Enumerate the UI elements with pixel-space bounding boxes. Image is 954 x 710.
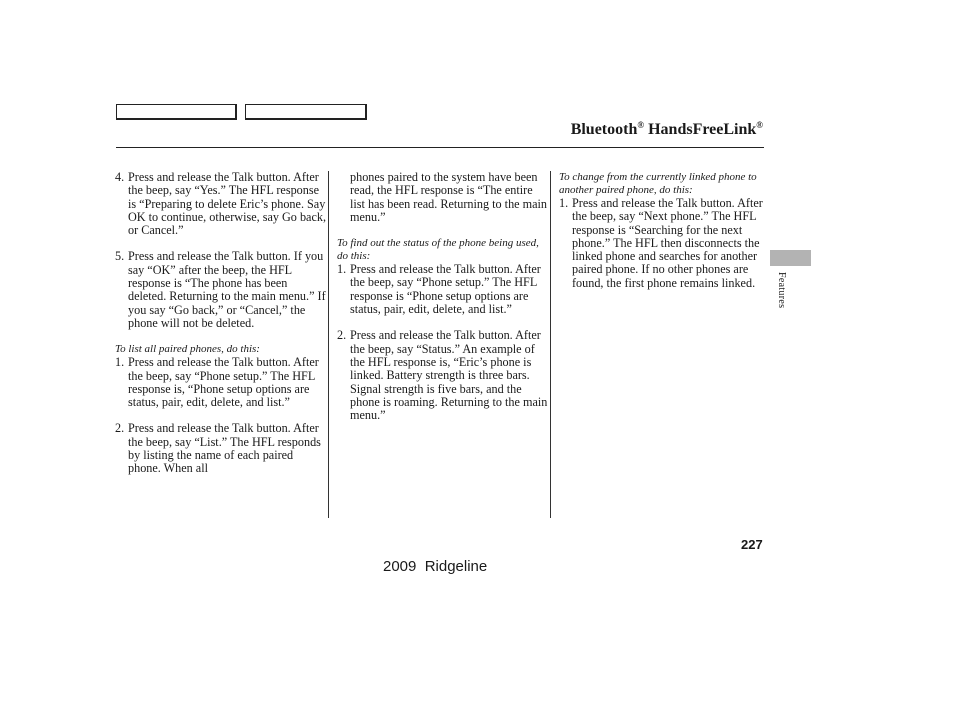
column-divider — [328, 171, 329, 518]
step-text: Press and release the Talk button. After the beep, say “Phone setup.” The HFL response is, “Phone setup options are status, pair, edit, delete, and list.” — [128, 355, 319, 410]
step-text: Press and release the Talk button. If you say “OK” after the beep, the HFL response is “The phone has been deleted. Returning to the main menu.” If you say “Go back,” or “Cancel,” the phone will not be deleted. — [128, 249, 326, 330]
nav-button-next[interactable] — [245, 104, 367, 120]
step-number: 5. — [115, 249, 125, 264]
step-text: Press and release the Talk button. After the beep, say “Yes.” The HFL response is “Preparing to delete Eric’s phone. Say OK to continue, otherwise, say Go back, or Cancel.” — [128, 170, 326, 238]
registered-mark: ® — [637, 120, 645, 130]
page-number: 227 — [741, 537, 763, 552]
section-tab[interactable] — [770, 250, 811, 266]
instruction-step — [115, 250, 327, 330]
instruction-step — [115, 171, 327, 237]
step-text: Press and release the Talk button. After the beep, say “Next phone.” The HFL response is “Searching for the next phone.” The HFL then disconnects the linked phone and searches for another paired phone. If no other phones are found, the first phone remains linked. — [572, 196, 763, 290]
page-title — [571, 120, 763, 139]
registered-mark: ® — [756, 120, 763, 130]
procedure-intro: To change from the currently linked phone to another paired phone, do this: — [559, 171, 757, 196]
procedure-intro: To find out the status of the phone being used, do this: — [337, 237, 539, 263]
header-divider — [116, 147, 764, 148]
text-column-3 — [559, 171, 771, 303]
instruction-step — [337, 263, 549, 316]
text-column-2 — [337, 171, 549, 435]
step-number: 4. — [115, 170, 125, 184]
procedure-intro: To list all paired phones, do this: — [115, 343, 260, 356]
footer-model-label: 2009 Ridgeline — [383, 558, 488, 575]
instruction-step — [559, 197, 771, 290]
text-column-1 — [115, 171, 327, 489]
step-number: 1. — [337, 262, 347, 277]
column-divider — [550, 171, 551, 518]
step-number: 1. — [115, 355, 125, 370]
instruction-step — [115, 356, 327, 409]
step-number: 2. — [337, 328, 347, 343]
nav-button-previous[interactable] — [116, 104, 237, 120]
section-label: Features — [776, 272, 787, 309]
title-text-handsfreelink: HandsFreeLink — [644, 121, 757, 138]
title-text-bluetooth: Bluetooth — [570, 121, 638, 138]
step-number: 1. — [559, 196, 569, 210]
step-text: Press and release the Talk button. After the beep, say “Status.” An example of the HFL response is, “Eric’s phone is linked. Battery strength is three bars. Signal strength is five bars, and the phone is roaming. Returning to the main menu.” — [350, 328, 548, 423]
step-continuation: phones paired to the system have been read, the HFL response is “The entire list has been read. Returning to the main menu.” — [350, 170, 547, 224]
step-number: 2. — [115, 421, 125, 436]
step-text: Press and release the Talk button. After the beep, say “Phone setup.” The HFL response is “Phone setup options are status, pair, edit, delete, and list.” — [350, 262, 541, 317]
instruction-step — [337, 329, 549, 422]
instruction-step — [115, 422, 327, 475]
step-text: Press and release the Talk button. After the beep, say “List.” The HFL responds by listing the name of each paired phone. When all — [128, 421, 321, 476]
